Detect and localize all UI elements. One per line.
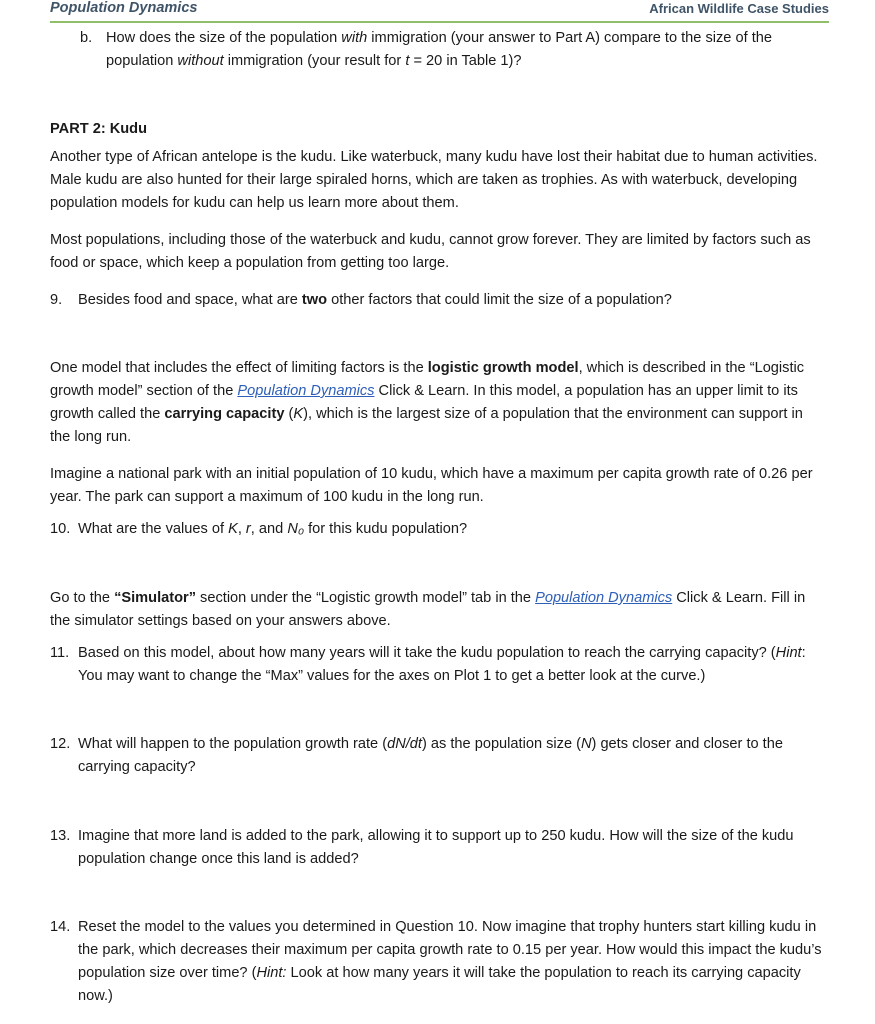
- question-text: Reset the model to the values you determined in Question 10. Now imagine that trophy hunters start killing kudu in the park, which decreases their maximum per capita growth rate to 0.15 per year. How would this impact the kudu’s population size over time? (Hint: Look at how many years it will take the population to reach its carrying capacity now.): [78, 919, 822, 1004]
- question-number: 14.: [50, 919, 71, 935]
- paragraph-limits: Most populations, including those of the waterbuck and kudu, cannot grow forever. They are limited by factors such as food or space, which keep a population from getting too large.: [50, 232, 811, 271]
- question-number: b.: [80, 30, 93, 46]
- question-number: 13.: [50, 828, 71, 844]
- question-text: What are the values of K, r, and N₀ for this kudu population?: [78, 521, 468, 537]
- paragraph-simulator: Go to the “Simulator” section under the “Logistic growth model” tab in the Population Dynamics Click & Learn. Fill in the simulator settings based on your answers above.: [50, 590, 806, 629]
- part2-heading: PART 2: Kudu: [50, 121, 148, 137]
- question-number: 11.: [50, 645, 70, 661]
- question-text: How does the size of the population with immigration (your answer to Part A) compare to the size of the population without immigration (your result for t = 20 in Table 1)?: [106, 30, 772, 69]
- question-9: [50, 289, 825, 312]
- header-rule: [50, 21, 829, 23]
- question-number: 9.: [50, 292, 63, 308]
- question-14: [50, 916, 825, 1008]
- header-title: Population Dynamics: [50, 0, 198, 16]
- question-text: What will happen to the population growth rate (dN/dt) as the population size (N) gets closer and closer to the carrying capacity?: [78, 736, 783, 775]
- question-13: [50, 825, 825, 871]
- question-10: [50, 518, 825, 541]
- paragraph-park: Imagine a national park with an initial population of 10 kudu, which have a maximum per capita growth rate of 0.26 per year. The park can support a maximum of 100 kudu in the long run.: [50, 466, 813, 505]
- question-number: 10.: [50, 521, 71, 537]
- question-text: Imagine that more land is added to the park, allowing it to support up to 250 kudu. How will the size of the kudu population change once this land is added?: [78, 828, 794, 867]
- paragraph-kudu: Another type of African antelope is the kudu. Like waterbuck, many kudu have lost their habitat due to human activities. Male kudu are also hunted for their large spiraled horns, which are taken as trophies. As with waterbuck, developing population models for kudu can help us learn more about them.: [50, 149, 818, 211]
- population-dynamics-link[interactable]: Population Dynamics: [535, 590, 673, 606]
- question-text: Based on this model, about how many years will it take the kudu population to reach the carrying capacity? (Hint: You may want to change the “Max” values for the axes on Plot 1 to get a better look at the curve.): [78, 645, 806, 684]
- paragraph-logistic: One model that includes the effect of limiting factors is the logistic growth model, which is described in the “Logistic growth model” section of the Population Dynamics Click & Learn. In this model, a population has an upper limit to its growth called the carrying capacity (K), which is the largest size of a population that the environment can support in the long run.: [50, 360, 805, 445]
- page-header: [50, 0, 829, 20]
- population-dynamics-link[interactable]: Population Dynamics: [237, 383, 375, 399]
- question-text: Besides food and space, what are two other factors that could limit the size of a population?: [78, 292, 672, 308]
- question-number: 12.: [50, 736, 71, 752]
- question-12: [50, 733, 825, 779]
- question-11: [50, 642, 825, 688]
- header-series: African Wildlife Case Studies: [649, 1, 829, 16]
- question-b: [50, 27, 825, 73]
